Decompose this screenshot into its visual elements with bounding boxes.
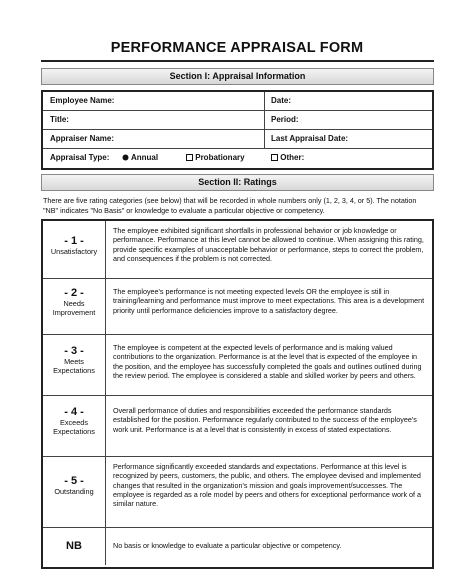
section-1-heading: Section I: Appraisal Information	[41, 68, 434, 85]
rating-description: The employee exhibited significant shortfalls in professional behavior or job knowledge or performance. Performance at this level cannot be allowed to continue. When assigning this rating, provide specific examples of unacceptable behavior or performance, steps to correct the problem, and consequences if the problem is not corrected.	[113, 226, 424, 263]
info-row-title	[43, 111, 432, 130]
period-field[interactable]: Period:	[271, 115, 299, 124]
title-field[interactable]: Title:	[50, 115, 69, 124]
option-annual-label: Annual	[130, 153, 159, 162]
rating-label-cell	[43, 528, 106, 565]
appraisal-info-box	[41, 90, 434, 170]
checkbox-icon	[271, 154, 278, 161]
rating-name: Outstanding	[54, 487, 94, 496]
rating-description: Performance significantly exceeded standards and expectations. Performance at this level is recognized by peers, customers, the public, and others. The employee devised and implemented changes that resulted in the organization's mission and goals improvement/successes. The employee is regarded as a role model by peers and others for exceptional performance work of a similar nature.	[113, 462, 422, 509]
rating-label-cell	[43, 396, 106, 456]
rating-name: Meets Expectations	[53, 357, 95, 375]
last-appraisal-date-field[interactable]: Last Appraisal Date:	[271, 134, 349, 143]
employee-name-field[interactable]: Employee Name:	[50, 96, 115, 105]
rating-number: - 3 -	[64, 345, 84, 357]
ratings-table	[41, 219, 434, 569]
rating-label-cell	[43, 457, 106, 527]
rating-description: The employee is competent at the expected levels of performance and is making valued contributions to the organization. Performance is at the level that is expected of the employee in the position, and the employee has successfully completed the goals and outlines outlined during the review period. The employee is considered a stable and skilled worker by peers and others.	[113, 343, 422, 380]
checkbox-icon	[186, 154, 193, 161]
appraiser-name-field[interactable]: Appraiser Name:	[50, 134, 115, 143]
ratings-intro: There are five rating categories (see below) that will be recorded in whole numbers only (1, 2, 3, 4, or 5). The notation "NB" indicates "No Basis" or knowledge to evaluate a particular objective or competency.	[43, 196, 417, 215]
info-row-appraiser	[43, 130, 432, 149]
rating-description: The employee's performance is not meeting expected levels OR the employee is still in training/learning and performance must improve to meet expectations. This area is a development priority until performance deficiencies improve to a satisfactory degree.	[113, 287, 425, 315]
rating-name: Exceeds Expectations	[53, 418, 95, 436]
rating-label-cell	[43, 279, 106, 334]
option-other[interactable]	[264, 149, 304, 167]
rating-number: - 4 -	[64, 406, 84, 418]
rating-number: NB	[66, 540, 82, 552]
rating-name: Unsatisfactory	[50, 247, 98, 256]
radio-selected-icon	[122, 154, 129, 161]
rating-number: - 2 -	[64, 287, 84, 299]
rating-row-2	[43, 279, 432, 335]
form-title: PERFORMANCE APPRAISAL FORM	[110, 40, 364, 56]
option-annual[interactable]	[115, 149, 158, 167]
info-row-type	[43, 149, 432, 167]
option-other-label: Other:	[280, 153, 305, 162]
option-probationary-label: Probationary	[195, 153, 245, 162]
rating-label-cell	[43, 335, 106, 395]
rating-name: Needs Improvement	[52, 299, 96, 317]
section-2-heading: Section II: Ratings	[41, 174, 434, 191]
date-field[interactable]: Date:	[271, 96, 292, 105]
rating-number: - 5 -	[64, 475, 84, 487]
rating-row-5	[43, 457, 432, 528]
rating-description: No basis or knowledge to evaluate a particular objective or competency.	[113, 541, 342, 550]
rating-row-nb	[43, 528, 432, 565]
rating-row-3	[43, 335, 432, 396]
rating-label-cell	[43, 221, 106, 278]
rating-row-1	[43, 221, 432, 279]
title-rule	[41, 60, 434, 62]
rating-row-4	[43, 396, 432, 457]
info-row-employee	[43, 92, 432, 111]
option-probationary[interactable]	[179, 149, 245, 167]
rating-description: Overall performance of duties and responsibilities exceeded the performance standards established for the position. Performance regularly contributed to the success of the employee's work unit. Performance is at a level that is consistently in excess of stated expectations.	[113, 406, 417, 434]
appraisal-type-label: Appraisal Type:	[50, 153, 110, 162]
rating-number: - 1 -	[64, 235, 84, 247]
